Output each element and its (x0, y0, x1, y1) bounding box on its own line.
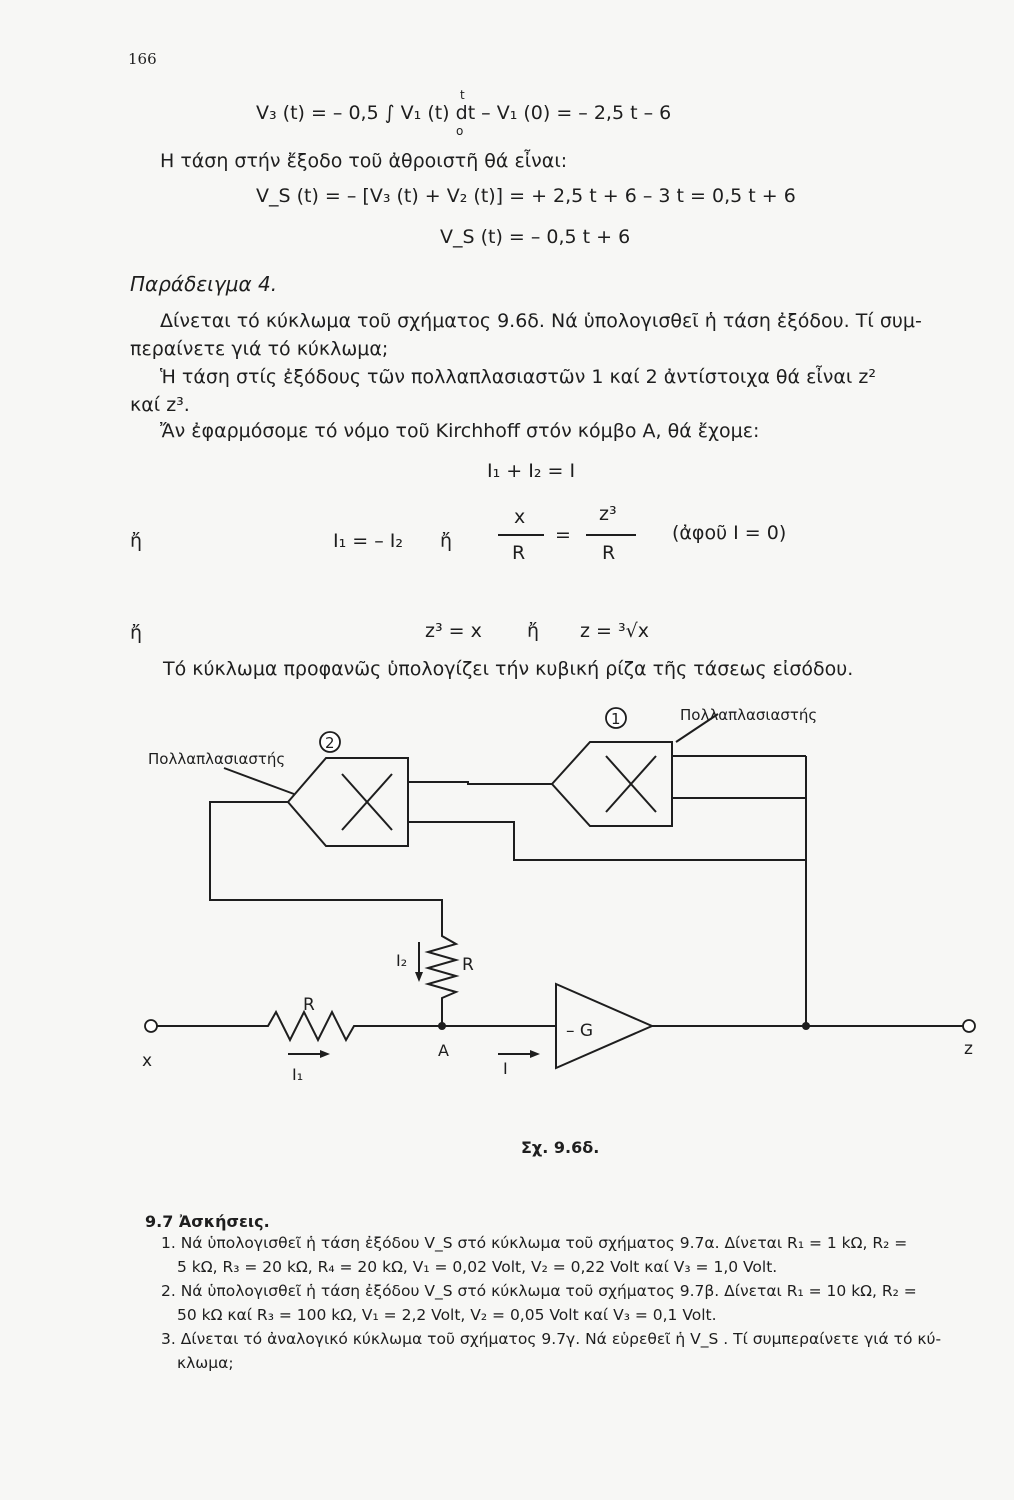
multiplier-1-number: 1 (611, 710, 621, 728)
resistor-vertical (428, 926, 456, 1026)
exercise-3-line-2: κλωμα; (177, 1354, 234, 1372)
wire-mult1-to-mult2 (408, 782, 552, 784)
example-paragraph-2-line-2: καί z³. (130, 394, 190, 416)
wire-z-to-mult2 (408, 822, 806, 860)
output-label-z: z (964, 1039, 973, 1059)
fraction-2-numerator: z³ (599, 503, 617, 525)
multiplier-2-number: 2 (325, 734, 335, 752)
input-label-x: x (142, 1051, 153, 1071)
figure-caption: Σχ. 9.6δ. (521, 1138, 600, 1157)
integral-upper-limit: t (460, 88, 465, 102)
current-i-label: I (503, 1059, 508, 1078)
node-a-dot (438, 1022, 446, 1030)
conclusion: Τό κύκλωμα προφανῶς ὑπολογίζει τήν κυβική ρίζα τῆς τάσεως εἰσόδου. (163, 658, 854, 680)
or-word-2: ἤ (440, 530, 453, 552)
summer-output-intro: Η τάση στήν ἔξοδο τοῦ ἀθροιστῆ θά εἶναι: (160, 150, 568, 172)
or-word-4: ἤ (527, 620, 540, 642)
fraction-2-denominator: R (602, 542, 616, 564)
or-word-3: ἤ (130, 622, 143, 644)
fraction-2-bar (586, 534, 636, 536)
page-number: 166 (128, 50, 157, 68)
current-i1-label: I₁ (292, 1065, 304, 1084)
example-paragraph-2-line-1: Ἡ τάση στίς ἐξόδους τῶν πολλαπλασιαστῶν 1 καί 2 ἀντίστοιχα θά εἶναι z² (160, 366, 876, 388)
equation-v3: V₃ (t) = – 0,5 ∫ V₁ (t) dt – V₁ (0) = – 2,5 t – 6 (256, 102, 672, 124)
equation-z3-equals-x: z³ = x (425, 620, 482, 642)
fraction-1-numerator: x (514, 506, 526, 528)
or-word-1: ἤ (130, 530, 143, 552)
fraction-1-bar (498, 534, 544, 536)
exercise-2-line-2: 50 kΩ καί R₃ = 100 kΩ, V₁ = 2,2 Volt, V₂ = 0,05 Volt καί V₃ = 0,1 Volt. (177, 1306, 717, 1324)
circuit-diagram (0, 690, 1014, 1110)
equation-kcl: I₁ + I₂ = I (487, 460, 576, 482)
example-heading: Παράδειγμα 4. (130, 272, 278, 296)
output-terminal (963, 1020, 975, 1032)
fraction-1-denominator: R (512, 542, 526, 564)
callout-mult2 (224, 768, 294, 794)
fraction-equals: = (555, 524, 571, 546)
input-terminal (145, 1020, 157, 1032)
since-note: (ἀφοῦ I = 0) (672, 522, 787, 544)
arrow-i2-head (415, 972, 423, 982)
equation-i1-minus-i2: I₁ = – I₂ (333, 530, 403, 552)
equation-vs-result: V_S (t) = – 0,5 t + 6 (440, 226, 631, 248)
exercise-3-line-1: 3. Δίνεται τό ἀναλογικό κύκλωμα τοῦ σχήματος 9.7γ. Νά εὑρεθεῖ ἡ V_S . Τί συμπεραίνετε γιά τό κύ- (161, 1330, 942, 1348)
equation-cube-root: z = ³√x (580, 620, 649, 642)
node-label-a: A (438, 1041, 449, 1060)
arrow-i1-head (320, 1050, 330, 1058)
amplifier-gain-label: – G (566, 1021, 594, 1041)
multiplier-2-body (288, 758, 408, 846)
example-paragraph-1-line-1: Δίνεται τό κύκλωμα τοῦ σχήματος 9.6δ. Νά ὑπολογισθεῖ ἡ τάση ἐξόδου. Τί συμ- (160, 310, 922, 332)
multiplier-1-body (552, 742, 672, 826)
equation-vs-expanded: V_S (t) = – [V₃ (t) + V₂ (t)] = + 2,5 t + 6 – 3 t = 0,5 t + 6 (256, 185, 796, 207)
exercise-1-line-1: 1. Νά ὑπολογισθεῖ ἡ τάση ἐξόδου V_S στό κύκλωμα τοῦ σχήματος 9.7α. Δίνεται R₁ = 1 kΩ, R₂ = (161, 1234, 908, 1252)
current-i2-label: I₂ (396, 951, 408, 970)
node-z-dot (802, 1022, 810, 1030)
resistor-input (156, 1012, 442, 1040)
input-resistor-label: R (303, 995, 315, 1015)
example-paragraph-1-line-2: περαίνετε γιά τό κύκλωμα; (130, 338, 389, 360)
vertical-resistor-label: R (462, 955, 474, 975)
exercise-2-line-1: 2. Νά ὑπολογισθεῖ ἡ τάση ἐξόδου V_S στό κύκλωμα τοῦ σχήματος 9.7β. Δίνεται R₁ = 10 kΩ, R₂ = (161, 1282, 917, 1300)
multiplier-1-label: Πολλαπλασιαστής (680, 706, 818, 724)
exercises-heading: 9.7 Ἀσκήσεις. (145, 1212, 270, 1231)
multiplier-2-label: Πολλαπλασιαστής (148, 750, 286, 768)
integral-lower-limit: o (456, 124, 464, 138)
exercise-1-line-2: 5 kΩ, R₃ = 20 kΩ, R₄ = 20 kΩ, V₁ = 0,02 Volt, V₂ = 0,22 Volt καί V₃ = 1,0 Volt. (177, 1258, 778, 1276)
kirchhoff-statement: Ἄν ἐφαρμόσομε τό νόμο τοῦ Kirchhoff στόν κόμβο Α, θά ἔχομε: (160, 420, 760, 442)
arrow-i-head (530, 1050, 540, 1058)
